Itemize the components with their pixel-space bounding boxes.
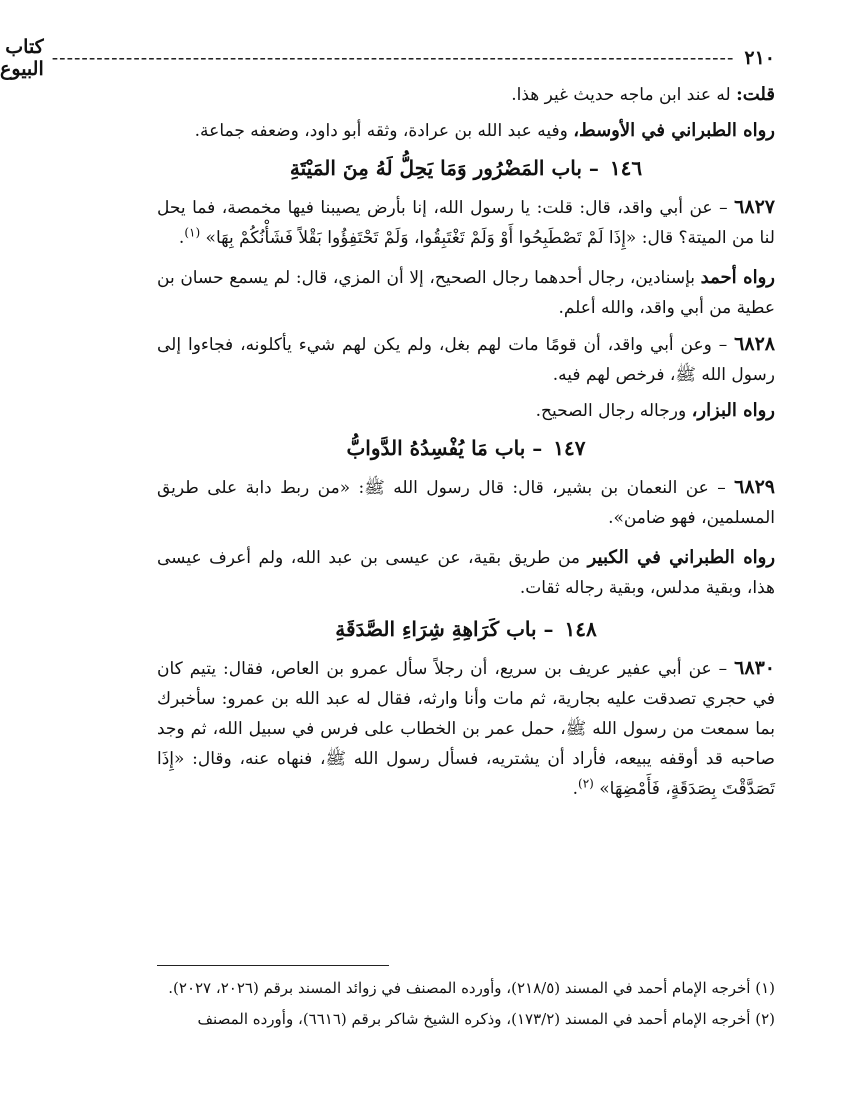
hadith-6829 <box>157 472 775 533</box>
narration-label: رواه الطبراني في الكبير <box>587 547 776 568</box>
narration-text: ورجاله رجال الصحيح. <box>535 401 687 421</box>
footnote-ref: (٢) <box>578 776 594 791</box>
footnote-ref: (١) <box>184 225 201 240</box>
narration-bazzar <box>157 396 775 426</box>
chapter-148-heading <box>157 613 775 645</box>
chapter-147-heading <box>157 432 775 464</box>
hadith-number: ٦٨٢٩ <box>734 476 775 498</box>
footnote-divider <box>157 965 389 966</box>
hadith-text: – عن أبي عفير عريف بن سريع، أن رجلاً سأل عمرو بن العاص، فقال: يتيم كان في حجري تصدقت عليه بجارية، ثم مات وأنا وارثه، فقال له عبد الله بن عمرو: سأخبرك بما سمعت من رسول الله ﷺ، حمل عمر بن الخطاب على فرس في سبيل الله، ثم وجد صاحبه قد أوقفه يبيعه، فأراد أن يشتريه، فسأل رسول الله ﷺ، فنهاه عنه، وقال: «إِذَا تَصَدَّقْتَ بِصَدَقَةٍ، فَأَمْضِهَا» <box>157 659 775 799</box>
hadith-text: – عن أبي واقد، قال: قلت: يا رسول الله، إنا بأرض يصيبنا فيها مخمصة، فما يحل لنا من الميتة؟ قال: «إِذَا لَمْ تَصْطَبِحُوا أَوْ وَلَمْ تَغْتَبِقُوا، وَلَمْ تَحْتَفِؤُوا بَقْلاً فَشَأْنُكُمْ بِهَا» <box>157 198 775 248</box>
chapter-number: ١٤٧ <box>553 436 586 460</box>
footnote-1: (١) أخرجه الإمام أحمد في المسند (٢١٨/٥)، وأورده المصنف في زوائد المسند برقم (٢٠٢٦، ٢٠٢٧). <box>168 979 775 997</box>
page-header <box>0 36 775 80</box>
chapter-title: – باب مَا يُفْسِدُهُ الدَّوابُّ <box>346 436 543 460</box>
narration-text: وفيه عبد الله بن عرادة، وثقه أبو داود، وضعفه جماعة. <box>194 121 568 141</box>
narration-tabarani-kabir <box>157 543 775 603</box>
hadith-text: – عن النعمان بن بشير، قال: قال رسول الله ﷺ: «من ربط دابة على طريق المسلمين، فهو ضامن». <box>157 478 775 528</box>
intro-text: له عند ابن ماجه حديث غير هذا. <box>511 85 731 105</box>
narration-text: بإسنادين، رجال أحدهما رجال الصحيح، إلا أن المزي، قال: لم يسمع حسان بن عطية من أبي واقد، والله أعلم. <box>157 268 775 318</box>
hadith-number: ٦٨٢٧ <box>734 196 775 218</box>
narration-label: رواه الطبراني في الأوسط، <box>573 120 775 141</box>
narration-label: رواه أحمد <box>700 267 775 288</box>
intro-paragraph <box>157 80 775 110</box>
narration-label: رواه البزار، <box>691 400 775 421</box>
chapter-number: ١٤٨ <box>564 617 597 641</box>
hadith-number: ٦٨٣٠ <box>734 657 775 679</box>
hadith-6827: ٦٨٢٧ – عن أبي واقد، قال: قلت: يا رسول الله، إنا بأرض يصيبنا فيها مخمصة، فما يحل لنا من الميتة؟ قال: «إِذَا لَمْ تَصْطَبِحُوا أَوْ وَلَمْ تَغْتَبِقُوا، وَلَمْ تَحْتَفِؤُوا بَقْلاً فَشَأْنُكُمْ بِهَا» $^{(١)}$. <box>157 196 775 248</box>
chapter-title: – باب المَضْرُور وَمَا يَحِلُّ لَهُ مِنَ المَيْتَةِ <box>289 156 599 180</box>
book-title: كتاب البيوع <box>0 36 44 80</box>
hadith-6828 <box>157 329 775 390</box>
footnote-2: (٢) أخرجه الإمام أحمد في المسند (١٧٣/٢)، وذكره الشيخ شاكر برقم (٦٦١٦)، وأورده المصنف <box>197 1010 775 1028</box>
chapter-title: – باب كَرَاهِةِ شِرَاءِ الصَّدَقَةِ <box>335 617 554 641</box>
chapter-146-heading <box>157 152 775 184</box>
intro-label: قلت: <box>736 84 775 105</box>
hadith-6830: ٦٨٣٠ – عن أبي عفير عريف بن سريع، أن رجلاً سأل عمرو بن العاص، فقال: يتيم كان في حجري تصدقت عليه بجارية، ثم مات وأنا وارثه، فقال له عبد الله بن عمرو: سأخبرك بما سمعت من رسول الله ﷺ، حمل عمر بن الخطاب على فرس في سبيل الله، ثم وجد صاحبه قد أوقفه يبيعه، فأراد أن يشتريه، فسأل رسول الله ﷺ، فنهاه عنه، وقال: «إِذَا تَصَدَّقْتَ بِصَدَقَةٍ، فَأَمْضِهَا» $^{(٢)}$. <box>157 657 775 799</box>
page-number: ٢١٠ <box>744 47 775 69</box>
narration-text: من طريق بقية، عن عيسى بن عبد الله، ولم أعرف عيسى هذا، وبقية مدلس، وبقية رجاله ثقات. <box>157 548 775 598</box>
narration-tabarani-awsat <box>157 116 775 146</box>
narration-ahmad <box>157 263 775 323</box>
footnotes <box>157 975 775 1037</box>
hadith-text: – وعن أبي واقد، أن قومًا مات لهم بغل، ولم يكن لهم شيء يأكلونه، فجاءوا إلى رسول الله ﷺ، فرخص لهم فيه. <box>157 335 775 385</box>
hadith-number: ٦٨٢٨ <box>734 333 775 355</box>
header-dashes: -------------------------------------------------------------------------------------------- <box>51 47 735 69</box>
chapter-number: ١٤٦ <box>609 156 643 180</box>
page-body <box>157 80 775 810</box>
